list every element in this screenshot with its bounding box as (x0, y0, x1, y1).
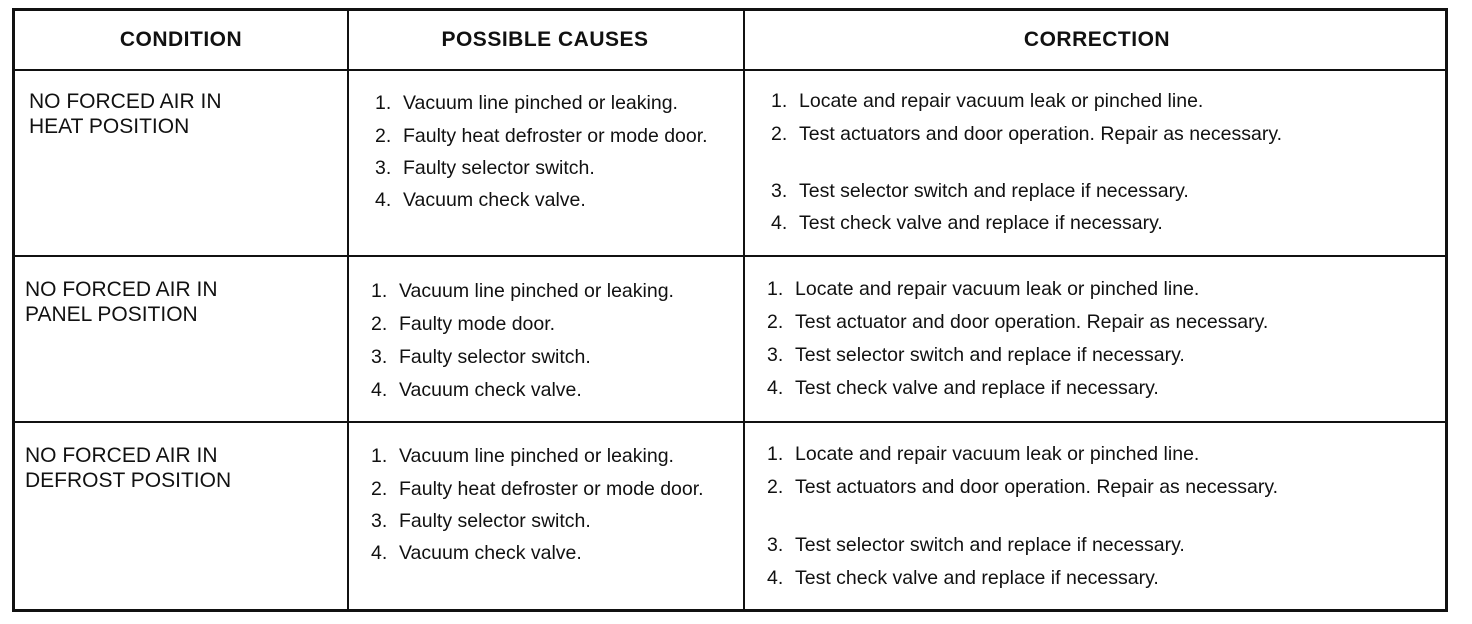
item-text: Test check valve and replace if necessary. (799, 212, 1163, 234)
item-text: Locate and repair vacuum leak or pinched line. (795, 278, 1200, 300)
item-number: 2. (767, 476, 784, 498)
list-item (371, 477, 719, 501)
condition-heat-position: NO FORCED AIR IN HEAT POSITION (29, 90, 222, 138)
item-text: Vacuum line pinched or leaking. (399, 280, 674, 302)
list-item (771, 122, 1439, 146)
item-text: Faulty mode door. (399, 313, 556, 335)
list-item (767, 533, 1435, 557)
header-possible-causes: POSSIBLE CAUSES (441, 28, 649, 51)
corrections-list (767, 442, 1435, 590)
list-item (771, 89, 1439, 113)
item-number: 1. (375, 92, 392, 114)
list-item (771, 179, 1439, 203)
causes-list (375, 91, 723, 212)
list-item (375, 124, 723, 148)
corrections-list (771, 89, 1439, 235)
list-item (375, 188, 723, 212)
list-item (371, 444, 719, 468)
item-number: 2. (371, 313, 388, 335)
item-number: 1. (371, 280, 388, 302)
item-number: 2. (767, 311, 784, 333)
list-item (767, 475, 1435, 499)
item-text: Faulty selector switch. (399, 510, 591, 532)
list-item (767, 376, 1435, 400)
list-item (767, 442, 1435, 466)
header-divider (15, 69, 1445, 71)
list-item (371, 509, 719, 533)
item-number: 3. (371, 510, 388, 532)
list-item (371, 345, 719, 369)
header-correction: CORRECTION (1023, 28, 1171, 51)
item-number: 4. (767, 567, 784, 589)
list-item (767, 277, 1435, 301)
item-text: Test actuator and door operation. Repair as necessary. (795, 311, 1269, 333)
item-number: 1. (371, 445, 388, 467)
item-number: 4. (767, 377, 784, 399)
condition-defrost-position: NO FORCED AIR IN DEFROST POSITION (25, 444, 232, 492)
item-text: Test selector switch and replace if necessary. (795, 344, 1185, 366)
item-number: 3. (371, 346, 388, 368)
item-text: Test selector switch and replace if necessary. (795, 534, 1185, 556)
item-text: Vacuum check valve. (399, 379, 582, 401)
list-item (371, 312, 719, 336)
column-divider (743, 11, 745, 609)
item-text: Vacuum check valve. (399, 542, 582, 564)
list-item (371, 541, 719, 565)
item-text: Locate and repair vacuum leak or pinched line. (799, 90, 1204, 112)
header-condition: CONDITION (119, 28, 243, 51)
corrections-list (767, 277, 1435, 400)
item-number: 2. (771, 123, 788, 145)
list-item (375, 91, 723, 115)
item-text: Vacuum line pinched or leaking. (399, 445, 674, 467)
row-divider (15, 255, 1445, 257)
item-number: 3. (375, 157, 392, 179)
list-item (771, 211, 1439, 235)
item-text: Test check valve and replace if necessary. (795, 567, 1159, 589)
list-item (767, 310, 1435, 334)
causes-list (371, 444, 719, 565)
row-divider (15, 421, 1445, 423)
item-text: Faulty heat defroster or mode door. (403, 125, 708, 147)
diagnosis-table (12, 8, 1448, 612)
item-number: 3. (767, 534, 784, 556)
item-number: 1. (771, 90, 788, 112)
item-text: Test actuators and door operation. Repair as necessary. (795, 476, 1279, 498)
item-number: 4. (371, 379, 388, 401)
item-number: 2. (375, 125, 392, 147)
item-text: Test actuators and door operation. Repair as necessary. (799, 123, 1283, 145)
item-text: Test selector switch and replace if necessary. (799, 180, 1189, 202)
item-text: Faulty selector switch. (399, 346, 591, 368)
list-item (371, 378, 719, 402)
list-item (371, 279, 719, 303)
item-text: Vacuum line pinched or leaking. (403, 92, 678, 114)
item-number: 3. (771, 180, 788, 202)
item-number: 2. (371, 478, 388, 500)
item-text: Faulty heat defroster or mode door. (399, 478, 704, 500)
item-number: 3. (767, 344, 784, 366)
list-item (375, 156, 723, 180)
causes-list (371, 279, 719, 402)
item-number: 4. (375, 189, 392, 211)
item-text: Vacuum check valve. (403, 189, 586, 211)
item-number: 4. (771, 212, 788, 234)
condition-panel-position: NO FORCED AIR IN PANEL POSITION (25, 278, 218, 326)
list-item (767, 566, 1435, 590)
item-text: Test check valve and replace if necessary. (795, 377, 1159, 399)
item-number: 4. (371, 542, 388, 564)
item-text: Faulty selector switch. (403, 157, 595, 179)
item-number: 1. (767, 443, 784, 465)
column-divider (347, 11, 349, 609)
list-item (767, 343, 1435, 367)
item-number: 1. (767, 278, 784, 300)
item-text: Locate and repair vacuum leak or pinched line. (795, 443, 1200, 465)
